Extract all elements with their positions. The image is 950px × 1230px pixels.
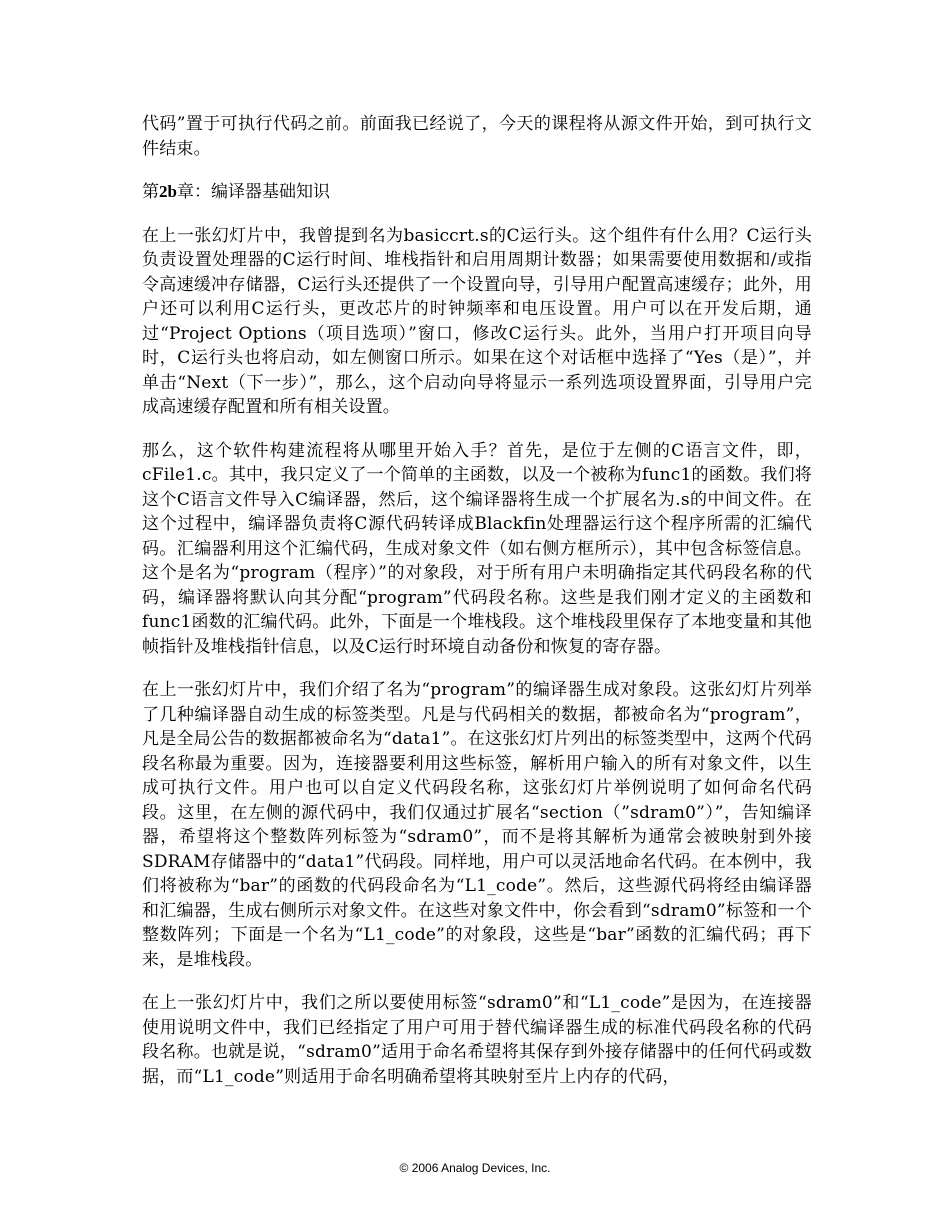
heading-title: 章：编译器基础知识 bbox=[176, 182, 330, 202]
document-body bbox=[142, 112, 812, 1108]
page-footer: © 2006 Analog Devices, Inc. bbox=[399, 1161, 551, 1175]
paragraph: 在上一张幻灯片中，我们介绍了名为“program”的编译器生成对象段。这张幻灯片列举了几种编译器自动生成的标签类型。凡是与代码相关的数据，都被命名为“program”，凡是全局公告的数据都被命名为“data1”。在这张幻灯片列出的标签类型中，这两个代码段名称最为重要。因为，连接器要利用这些标签，解析用户输入的所有对象文件，以生成可执行文件。用户也可以自定义代码段名称，这张幻灯片举例说明了如何命名代码段。这里，在左侧的源代码中，我们仅通过扩展名“section（”sdram0”）”，告知编译器，希望将这个整数阵列标签为“sdram0”，而不是将其解析为通常会被映射到外接SDRAM存储器中的“data1”代码段。同样地，用户可以灵活地命名代码。在本例中，我们将被称为“bar”的函数的代码段命名为“L1_code”。然后，这些源代码将经由编译器和汇编器，生成右侧所示对象文件。在这些对象文件中，你会看到“sdram0”标签和一个整数阵列；下面是一个名为“L1_code”的对象段，这些是“bar”函数的汇编代码；再下来，是堆栈段。 bbox=[142, 680, 812, 970]
section-heading bbox=[142, 180, 812, 205]
paragraph: 在上一张幻灯片中，我们之所以要使用标签“sdram0”和“L1_code”是因为，在连接器使用说明文件中，我们已经指定了用户可用于替代编译器生成的标准代码段名称的代码段名称。也就是说，“sdram0”适用于命名希望将其保存到外接存储器中的任何代码或数据，而“L1_code”则适用于命名明确希望将其映射至片上内存的代码， bbox=[142, 993, 812, 1087]
paragraph: 代码”置于可执行代码之前。前面我已经说了，今天的课程将从源文件开始，到可执行文件结束。 bbox=[142, 114, 812, 159]
paragraph: 那么，这个软件构建流程将从哪里开始入手？首先，是位于左侧的C语言文件，即，cFile1.c。其中，我只定义了一个简单的主函数，以及一个被称为func1的函数。我们将这个C语言文件导入C编译器，然后，这个编译器将生成一个扩展名为.s的中间文件。在这个过程中，编译器负责将C源代码转译成Blackfin处理器运行这个程序所需的汇编代码。汇编器利用这个汇编代码，生成对象文件（如右侧方框所示），其中包含标签信息。这个是名为“program（程序）”的对象段，对于所有用户未明确指定其代码段名称的代码，编译器将默认向其分配“program”代码段名称。这些是我们刚才定义的主函数和func1函数的汇编代码。此外，下面是一个堆栈段。这个堆栈段里保存了本地变量和其他帧指针及堆栈指针信息，以及C运行时环境自动备份和恢复的寄存器。 bbox=[142, 440, 812, 657]
heading-prefix: 第 bbox=[142, 182, 159, 202]
paragraph: 在上一张幻灯片中，我曾提到名为basiccrt.s的C运行头。这个组件有什么用？C运行头负责设置处理器的C运行时间、堆栈指针和启用周期计数器；如果需要使用数据和/或指令高速缓冲存储器，C运行头还提供了一个设置向导，引导用户配置高速缓存；此外，用户还可以利用C运行头，更改芯片的时钟频率和电压设置。用户可以在开发后期，通过“Project Options（项目选项）”窗口，修改C运行头。此外，当用户打开项目向导时，C运行头也将启动，如左侧窗口所示。如果在这个对话框中选择了“Yes（是）”，并单击“Next（下一步）”，那么，这个启动向导将显示一系列选项设置界面，引导用户完成高速缓存配置和所有相关设置。 bbox=[142, 225, 812, 417]
heading-number: 2b bbox=[159, 182, 177, 201]
